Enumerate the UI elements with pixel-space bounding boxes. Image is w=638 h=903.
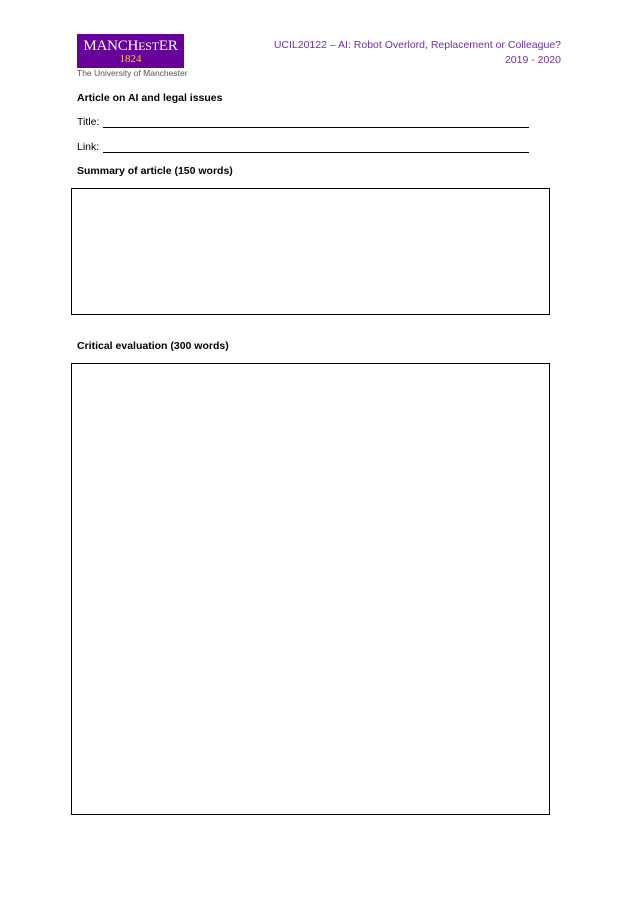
logo-word-part: ER xyxy=(158,38,178,54)
link-underline[interactable] xyxy=(103,141,529,153)
summary-box[interactable] xyxy=(71,188,550,315)
form-heading: Article on AI and legal issues xyxy=(77,92,223,104)
academic-year: 2019 - 2020 xyxy=(504,54,561,66)
title-underline[interactable] xyxy=(103,116,529,128)
university-logo xyxy=(77,34,184,68)
link-label: Link: xyxy=(77,141,100,153)
title-label: Title: xyxy=(77,116,100,128)
logo-word-part: E xyxy=(138,39,146,53)
logo-year: 1824 xyxy=(119,53,142,65)
link-field[interactable] xyxy=(77,141,529,153)
logo-word-part: ST xyxy=(145,39,159,53)
logo-caption: The University of Manchester xyxy=(77,68,188,78)
title-field[interactable] xyxy=(77,116,529,128)
summary-heading: Summary of article (150 words) xyxy=(77,165,233,177)
evaluation-box[interactable] xyxy=(71,363,550,815)
course-title: UCIL20122 – AI: Robot Overlord, Replacement or Colleague? xyxy=(273,39,561,51)
logo-word-part: MANCH xyxy=(83,38,139,54)
course-header xyxy=(274,38,561,68)
evaluation-heading: Critical evaluation (300 words) xyxy=(77,340,229,352)
logo-wordmark xyxy=(77,38,184,54)
